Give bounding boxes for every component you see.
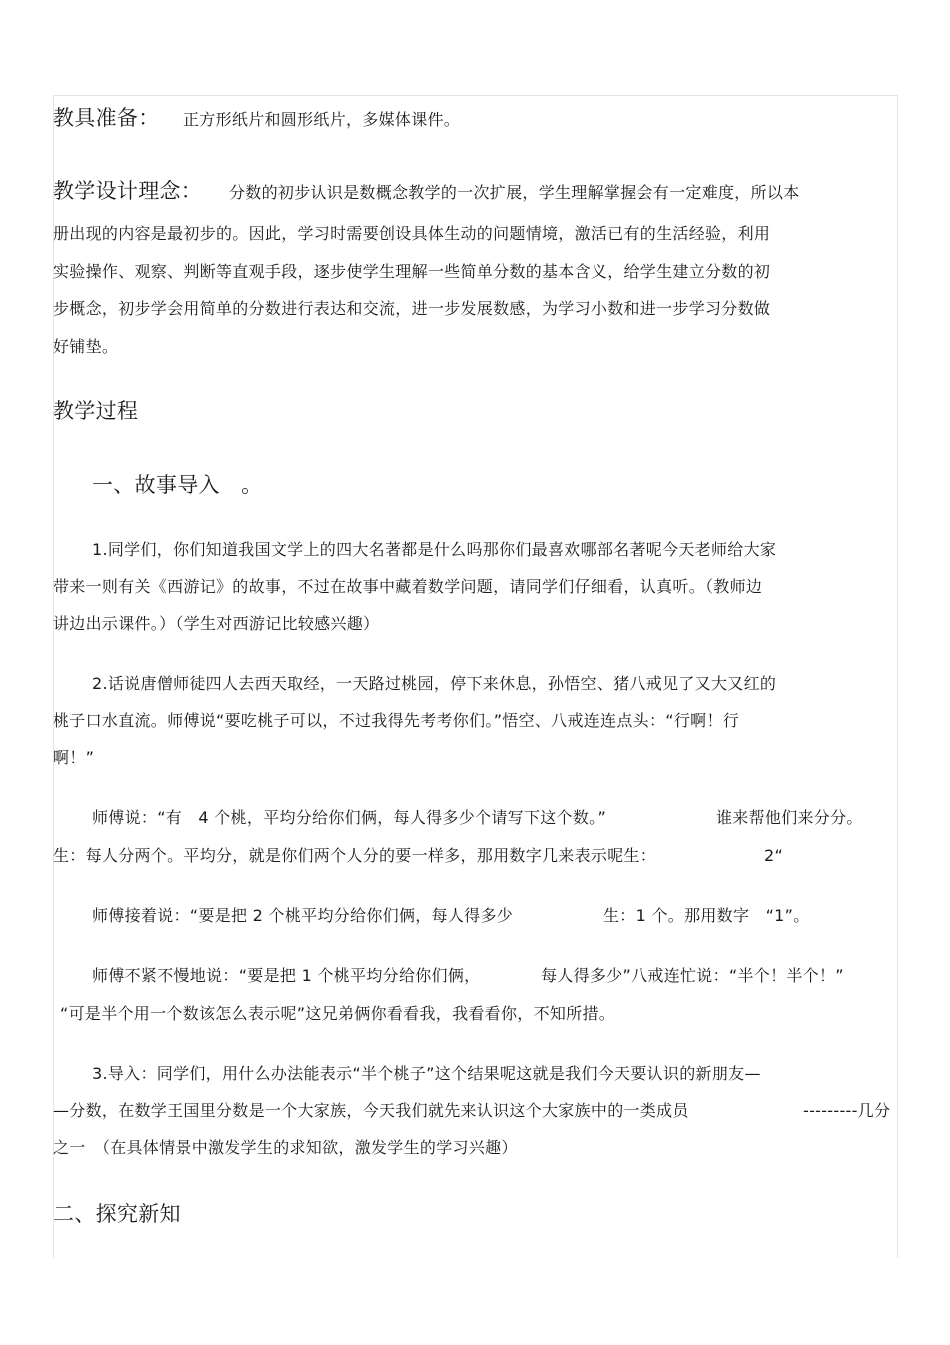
section2-title: 二、探究新知: [53, 1202, 181, 1226]
s1-p3-line-1a: 师傅说：“有 4 个桃，平均分给你们俩，每人得多少个请写下这个数。”: [92, 808, 607, 827]
concept-line-5: 好铺垫。: [53, 337, 119, 356]
s1-p6-line-1: 3.导入：同学们，用什么办法能表示“半个桃子”这个结果呢这就是我们今天要认识的新朋友—: [92, 1064, 761, 1083]
s1-p3-line-2: 生：每人分两个。平均分，就是你们两个人分的要一样多，那用数字几来表示呢生：: [53, 846, 657, 865]
s1-p5-line-1a: 师傅不紧不慢地说：“要是把 1 个桃平均分给你们俩，: [92, 966, 481, 985]
process-heading: 教学过程: [53, 399, 139, 423]
s1-p2-line-2: 桃子口水直流。师傅说“要吃桃子可以，不过我得先考考你们。”悟空、八戒连连点头：“行啊！行: [53, 711, 740, 730]
s1-p6-line-2b: ---------几分: [803, 1101, 891, 1120]
section1-title: 一、故事导入 。: [92, 473, 263, 497]
concept-line-4: 步概念，初步学会用简单的分数进行表达和交流，进一步发展数感，为学习小数和进一步学习分数做: [53, 299, 771, 318]
s1-p3-line-2b: 2“: [764, 846, 784, 865]
s1-p4-line-1a: 师傅接着说：“要是把 2 个桃平均分给你们俩，每人得多少: [92, 906, 514, 925]
s1-p1-line-2: 带来一则有关《西游记》的故事，不过在故事中藏着数学问题，请同学们仔细看，认真听。（教师边: [53, 577, 763, 596]
s1-p1-line-3: 讲边出示课件。）（学生对西游记比较感兴趣）: [53, 614, 380, 633]
s1-p6-line-3: 之一 （在具体情景中激发学生的求知欲，激发学生的学习兴趣）: [53, 1138, 518, 1157]
s1-p2-line-3: 啊！”: [53, 748, 95, 767]
concept-line-2: 册出现的内容是最初步的。因此，学习时需要创设具体生动的问题情境，激活已有的生活经验，利用: [53, 224, 771, 243]
s1-p5-line-2: “可是半个用一个数该怎么表示呢”这兄弟俩你看看我，我看看你，不知所措。: [60, 1004, 616, 1023]
s1-p2-line-1: 2.话说唐僧师徒四人去西天取经，一天路过桃园，停下来休息，孙悟空、猪八戒见了又大又红的: [92, 674, 777, 693]
prep-text: 正方形纸片和圆形纸片，多媒体课件。: [183, 110, 461, 129]
s1-p3-line-1b: 谁来帮他们来分分。: [716, 808, 863, 827]
concept-heading: 教学设计理念：: [53, 179, 203, 203]
prep-heading: 教具准备：: [53, 106, 160, 130]
concept-line-1: 分数的初步认识是数概念教学的一次扩展，学生理解掌握会有一定难度，所以本: [229, 183, 800, 202]
concept-line-3: 实验操作、观察、判断等直观手段，逐步使学生理解一些简单分数的基本含义，给学生建立分数的初: [53, 262, 771, 281]
s1-p5-line-1b: 每人得多少”八戒连忙说：“半个！半个！”: [541, 966, 844, 985]
s1-p4-line-1b: 生：1 个。那用数字 “1”。: [603, 906, 810, 925]
s1-p6-line-2a: —分数，在数学王国里分数是一个大家族，今天我们就先来认识这个大家族中的一类成员: [53, 1101, 689, 1120]
s1-p1-line-1: 1.同学们，你们知道我国文学上的四大名著都是什么吗那你们最喜欢哪部名著呢今天老师给大家: [92, 540, 777, 559]
